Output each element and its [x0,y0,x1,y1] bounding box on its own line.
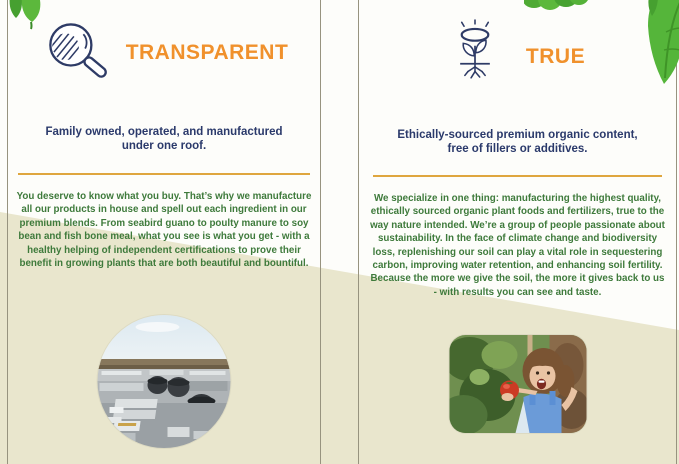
top-left-leaf-icon [2,0,48,35]
true-panel [359,0,676,464]
transparent-subtitle: Family owned, operated, and manufactured under one roof. [45,126,283,152]
true-subtitle: Ethically-sourced premium organic content, free of fillers or additives. [397,129,638,155]
transparent-panel [8,0,320,464]
true-title: TRUE [525,45,586,68]
transparent-header [8,16,320,90]
transparent-body-text: You deserve to know what you buy. That’s why we manufacture all our products in house and spell out each ingredient in our premium blends. From seabird guano to poulty manure to soy bean and fish bone meal, what you see is what you get - with a healthy helping of independent certifications to prove their benefit in growing plants that are both beautiful and bountiful. [16,191,312,270]
true-header [359,10,676,94]
gold-divider-left [18,173,310,175]
true-body-text: We specialize in one thing: manufacturing the highest quality, ethically sourced organic plant foods and fertilizers, true to the way nature intended. We’re a group of people passionate about sustainability. In the face of climate change and biodiversity loss, replenishing our soil can play a vital role in sequestering carbon, improving water retention, and enhancing soil fertility. Because the more we give the soil, the more it gives back to us - with results you can see and taste. [370,193,665,298]
child-eating-tomato-photo [449,335,586,433]
aerial-factory-photo [98,315,231,448]
top-right-leaf-icon [636,0,679,93]
magnifying-glass-icon [40,20,116,86]
top-middle-leaf-icon [524,0,588,23]
panel-border-center-left [320,0,321,464]
plant-halo-icon [450,13,500,91]
gold-divider-right [373,175,662,177]
transparent-title: TRANSPARENT [125,41,289,64]
